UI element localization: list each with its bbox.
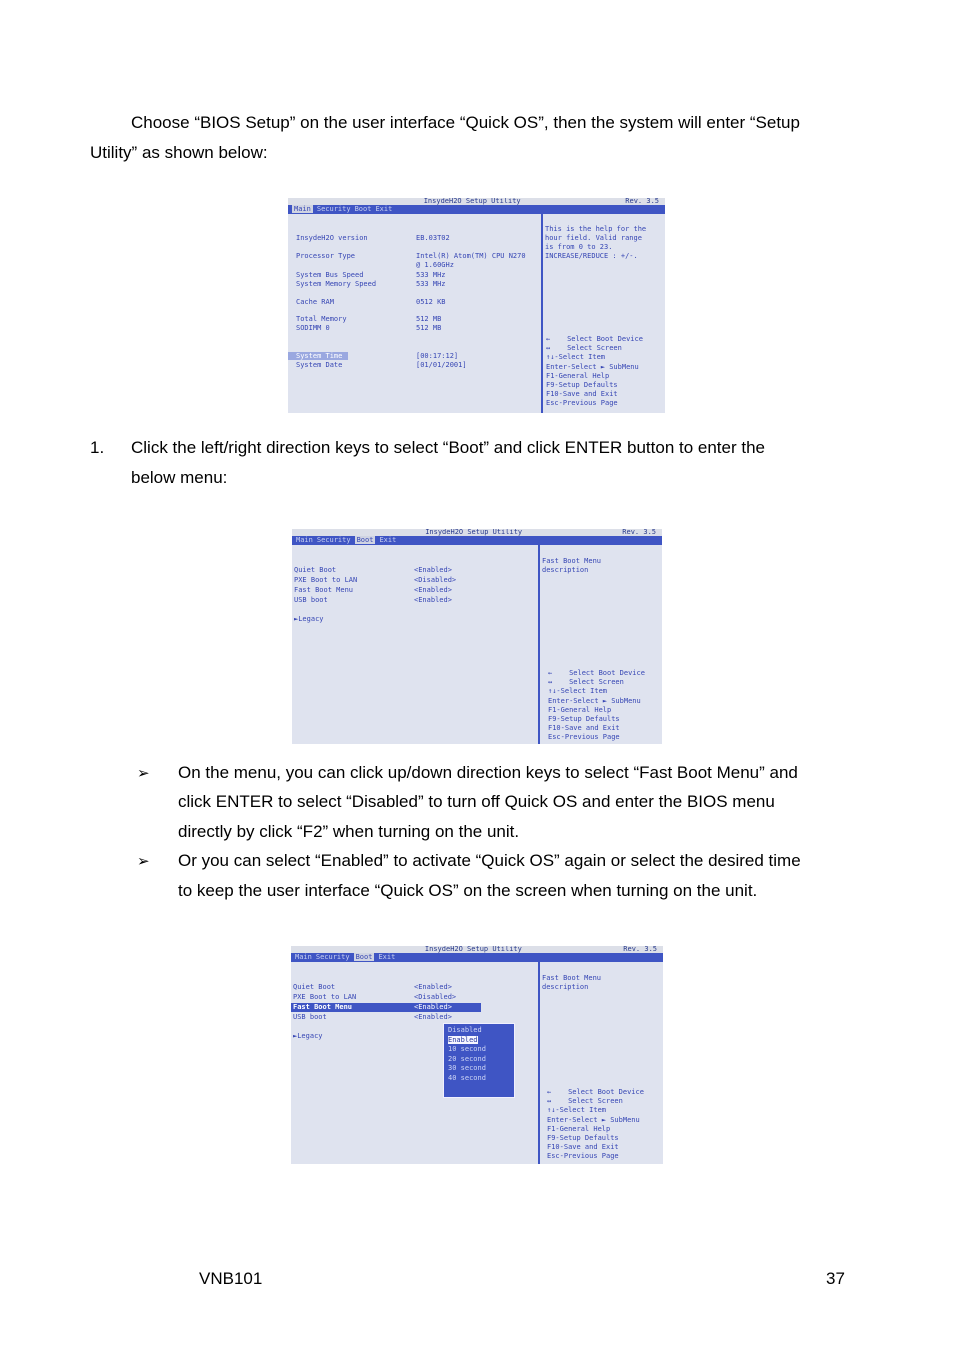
bios-menu-exit: Exit [378,953,396,961]
bios-title: InsydeH2O Setup Utility [424,946,522,953]
bios-row-value: <Enabled> [414,1013,452,1021]
bios-row-label: System Date [296,361,343,369]
bios-main-screenshot [288,198,665,413]
bios-row-label: SODIMM 0 [296,324,330,332]
bios-menu-bar [288,205,665,214]
bios-row-label: InsydeH2O version [296,234,368,242]
bios-legacy-item: ►Legacy [294,615,324,623]
bios-row-value: <Enabled> [414,983,452,991]
bios-row-label: PXE Boot to LAN [293,993,357,1001]
bios-rev: Rev. 3.5 [622,529,656,536]
footer-model: VNB101 [199,1269,263,1288]
bios-menu-main: Main [294,205,311,213]
intro-line-2: Utility” as shown below: [90,143,268,162]
bios-row-value: <Enabled> [414,566,452,574]
bios-row-label: Processor Type [296,252,356,260]
bios-row-value: <Enabled> [414,586,452,594]
step-1-line-2: below menu: [131,468,228,487]
bios-row-label: Quiet Boot [293,983,336,991]
bios-row-value: 512 MB [416,315,442,323]
bios-row-value: 512 MB [416,324,442,332]
step-1-line-1: Click the left/right direction keys to select “Boot” and click ENTER button to enter the [131,438,766,457]
intro-line-1: Choose “BIOS Setup” on the user interface “Quick OS”, then the system will enter “Setup [131,113,800,132]
bios-help-text: This is the help for the hour field. Valid range is from 0 to 23. INCREASE/REDUCE : +/-. [545,225,647,260]
bios-row-label: System Bus Speed [296,271,364,279]
bios-row-value: 533 MHz [416,280,446,288]
bios-menu-security: Security [315,953,350,961]
bios-menu-bar [291,953,663,962]
bios-options-popup [443,1023,515,1098]
bios-rev: Rev. 3.5 [625,198,659,205]
bios-menu-exit: Exit [375,205,393,213]
bios-menu-main: Main [295,953,312,961]
popup-option: 20 second [448,1054,486,1063]
bios-row-label: PXE Boot to LAN [294,576,358,584]
bios-divider [541,214,543,413]
bios-menu-exit: Exit [379,536,397,544]
bios-row-label: System Time [296,352,343,360]
popup-option: 40 second [448,1073,486,1082]
bios-row-value: 533 MHz [416,271,446,279]
bios-row-value: <Enabled> [414,1003,452,1011]
bullet-2-line-2: to keep the user interface “Quick OS” on the screen when turning on the unit. [178,881,758,900]
bios-key-legend: ← Select Boot Device ↔ Select Screen ↑↓-Select Item Enter-Select ► SubMenu F1-General Help F9-Setup Defaults F10-Save and Exit Esc-Previous Page [547,1088,644,1161]
bios-key-legend: ← Select Boot Device ↔ Select Screen ↑↓-Select Item Enter-Select ► SubMenu F1-General Help F9-Setup Defaults F10-Save and Exit Esc-Previous Page [546,335,643,408]
bios-row-label: Cache RAM [296,298,334,306]
bios-row-label: System Memory Speed [296,280,377,288]
bios-title: InsydeH2O Setup Utility [423,198,521,205]
bullet-1-line-2: click ENTER to select “Disabled” to turn off Quick OS and enter the BIOS menu [178,792,775,811]
bullet-2-line-1: Or you can select “Enabled” to activate “Quick OS” again or select the desired time [178,851,801,870]
bullet-marker: ➢ [137,852,150,870]
bios-menu-boot: Boot [354,205,372,213]
bios-rev: Rev. 3.5 [623,946,657,953]
bios-help-text: Fast Boot Menu description [542,974,602,991]
bullet-1-line-1: On the menu, you can click up/down direction keys to select “Fast Boot Menu” and [178,763,798,782]
bios-menu-security: Security [316,536,351,544]
bios-title-bar [291,946,663,953]
bios-row-value: [00:17:12] [416,352,459,360]
bios-row-value: [01/01/2001] [416,361,467,369]
bios-row-value: Intel(R) Atom(TM) CPU N270 [416,252,526,260]
bios-divider [538,962,540,1164]
bios-title-bar [292,529,662,536]
bios-row-label: Fast Boot Menu [293,1003,353,1011]
bios-row-label: Total Memory [296,315,347,323]
bios-legacy-item: ►Legacy [293,1032,323,1040]
footer-page-number: 37 [826,1269,845,1288]
bios-row-label: USB boot [294,596,328,604]
popup-option: 10 second [448,1045,486,1053]
bullet-marker: ➢ [137,764,150,782]
bios-menu-main: Main [296,536,313,544]
bios-help-text: Fast Boot Menu description [542,557,602,574]
bios-row-value: EB.03T02 [416,234,450,242]
popup-option-selected: Enabled [448,1035,478,1044]
bios-title-bar [288,198,665,205]
bios-row-value: @ 1.60GHz [416,261,454,269]
bios-key-legend: ← Select Boot Device ↔ Select Screen ↑↓-Select Item Enter-Select ► SubMenu F1-General Help F9-Setup Defaults F10-Save and Exit Esc-Previous Page [548,669,645,742]
bios-divider [538,545,540,744]
bios-row-label: Quiet Boot [294,566,337,574]
bios-row-value: 0512 KB [416,298,446,306]
popup-option: 30 second [448,1064,486,1072]
bullet-1-line-3: directly by click “F2” when turning on the unit. [178,822,520,841]
bios-menu-security: Security [316,205,351,213]
bios-row-label: Fast Boot Menu [294,586,354,594]
bios-row-value: <Enabled> [414,596,452,604]
bios-menu-boot: Boot [356,536,374,544]
bios-menu-bar [292,536,662,545]
bios-title: InsydeH2O Setup Utility [425,529,523,536]
step-1-number: 1. [90,438,105,457]
bios-row-label: USB boot [293,1013,327,1021]
bios-boot-popup-screenshot [291,946,663,1164]
bios-row-value: <Disabled> [414,576,457,584]
bios-boot-screenshot [292,529,662,744]
bios-menu-boot: Boot [355,953,373,961]
bios-row-value: <Disabled> [414,993,457,1001]
popup-option: Disabled [448,1026,482,1034]
